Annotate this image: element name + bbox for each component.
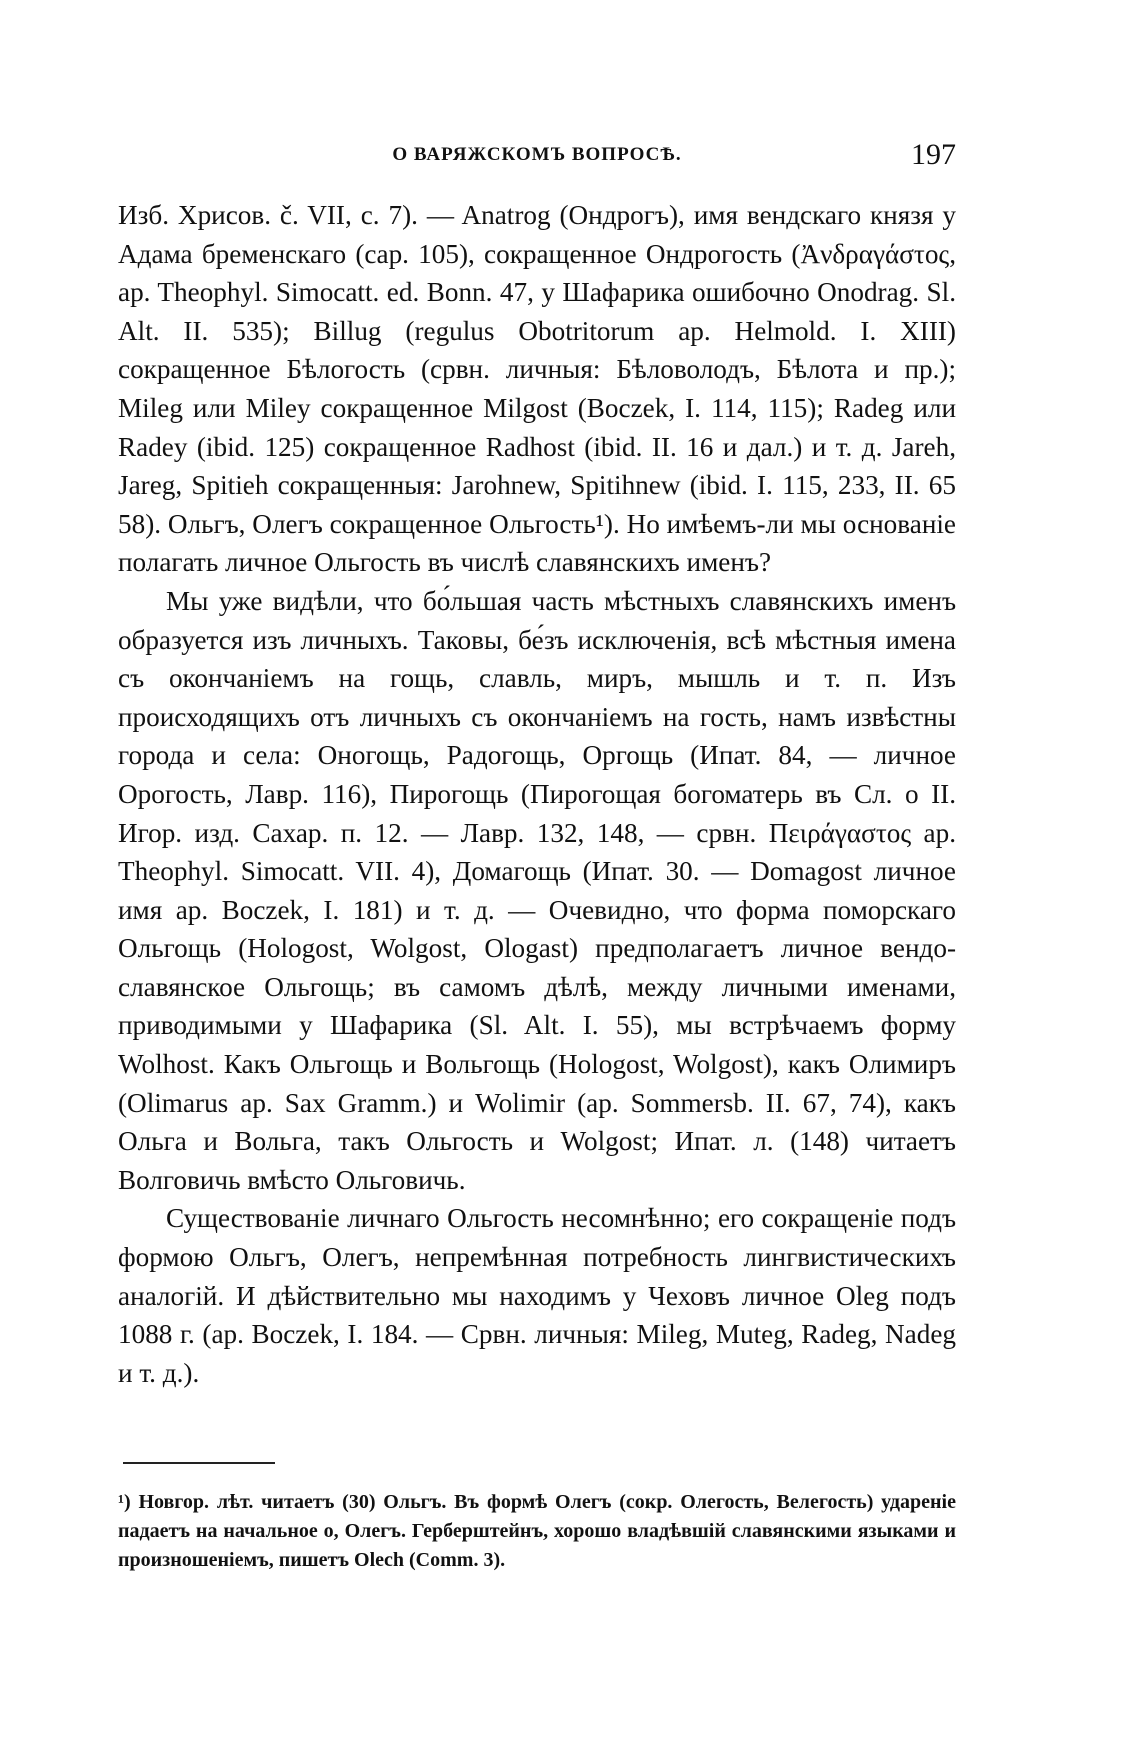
body-text	[118, 196, 956, 1392]
running-head	[118, 138, 956, 178]
running-title: О ВАРЯЖСКОМЪ ВОПРОСѢ.	[392, 144, 682, 165]
footnote-1: ¹) Новгор. лѣт. читаетъ (30) Ольгъ. Въ формѣ Олегъ (сокр. Олегость, Велегость) удареніе падаетъ на начальное о, Олегъ. Герберштейнъ, хорошо владѣвшій славянскими языками и произношеніемъ, пишетъ Olech (Comm. 3).	[118, 1491, 956, 1571]
footnote-divider	[123, 1462, 275, 1464]
paragraph-3: Существованіе личнаго Ольгость несомнѣнно; его сокращеніе подъ формою Ольгъ, Олегъ, непремѣнная потребность лингвистическихъ аналогій. И дѣйствительно мы находимъ у Чеховъ личное Oleg подъ 1088 г. (ap. Boczek, I. 184. — Срвн. личныя: Mileg, Muteg, Radeg, Nadeg и т. д.).	[118, 1203, 956, 1388]
page-number: 197	[911, 138, 956, 171]
paragraph-1: Изб. Хрисов. č. VII, c. 7). — Anatrog (Ондрогъ), имя вендскаго князя у Адама бременскаго (cap. 105), сокращенное Ондрогость (Ἀνδραγάστος, ap. Theophyl. Simocatt. ed. Bonn. 47, у Шафарика ошибочно Onodrag. Sl. Alt. II. 535); Billug (regulus Obotritorum ap. Helmold. I. XIII) сокращенное Бѣлогость (срвн. личныя: Бѣловолодъ, Бѣлота и пр.); Mileg или Miley сокращенное Milgost (Boczek, I. 114, 115); Radeg или Radey (ibid. 125) сокращенное Radhost (ibid. II. 16 и дал.) и т. д. Jareh, Jareg, Spitieh сокращенныя: Jarohnew, Spitihnew (ibid. I. 115, 233, II. 65 58). Ольгъ, Олегъ сокращенное Ольгость¹). Но имѣемъ-ли мы основаніе полагать личное Ольгость въ числѣ славянскихъ именъ?	[118, 200, 956, 578]
paragraph-2: Мы уже видѣли, что бо́льшая часть мѣстныхъ славянскихъ именъ образуется изъ личныхъ. Таковы, бе́зъ исключенія, всѣ мѣстныя имена съ окончаніемъ на гощь, славль, миръ, мышль и т. п. Изъ происходящихъ отъ личныхъ съ окончаніемъ на гость, намъ извѣстны города и села: Оногощь, Радогощь, Оргощь (Ипат. 84, — личное Орогость, Лавр. 116), Пирогощь (Пирогощая богоматерь въ Сл. о II. Игор. изд. Сахар. п. 12. — Лавр. 132, 148, — срвн. Πειράγαστος ap. Theophyl. Simocatt. VII. 4), Домагощь (Ипат. 30. — Domagost личное имя ap. Boczek, I. 181) и т. д. — Очевидно, что форма поморскаго Ольгощь (Hologost, Wolgost, Ologast) предполагаетъ личное вендо-славянское Ольгощь; въ самомъ дѣлѣ, между личными именами, приводимыми у Шафарика (Sl. Alt. I. 55), мы встрѣчаемъ форму Wolhost. Какъ Ольгощь и Вольгощь (Hologost, Wolgost), какъ Олимиръ (Olimarus ap. Sax Gramm.) и Wolimir (ap. Sommersb. II. 67, 74), какъ Ольга и Вольга, такъ Ольгость и Wolgost; Ипат. л. (148) читаетъ Волговичь вмѣсто Ольговичь.	[118, 585, 956, 1195]
footnotes	[118, 1488, 956, 1575]
